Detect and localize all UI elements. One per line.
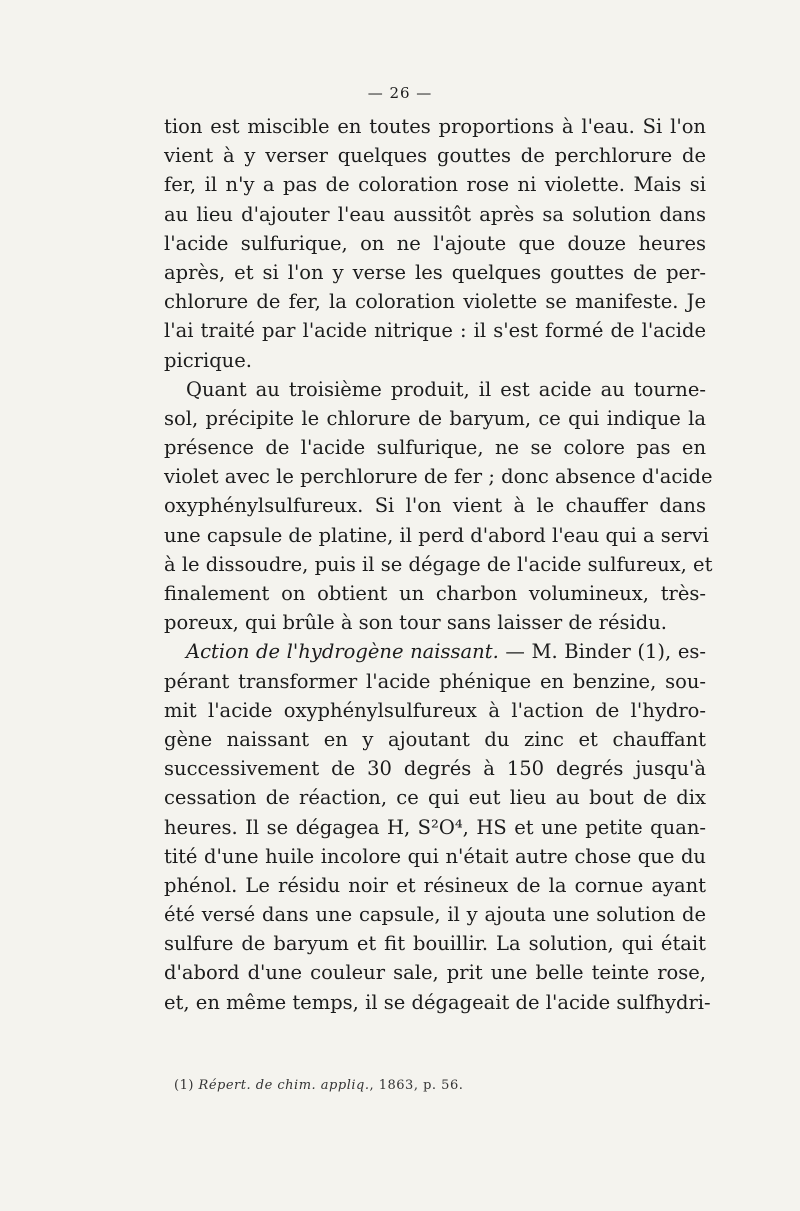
text-line: mit l'acide oxyphénylsulfureux à l'action de l'hydro- — [164, 698, 706, 722]
section-heading-continuation: — M. Binder (1), es- — [498, 640, 706, 664]
text-line: d'abord d'une couleur sale, prit une belle teinte rose, — [164, 961, 706, 985]
text-line: successivement de 30 degrés à 150 degrés jusqu'à — [164, 757, 706, 781]
text-line: tion est miscible en toutes proportions à l'eau. Si l'on — [164, 115, 706, 138]
text-line: cessation de réaction, ce qui eut lieu au bout de dix — [164, 786, 706, 810]
text-line: tité d'une huile incolore qui n'était autre chose que du — [164, 844, 706, 868]
text-line: au lieu d'ajouter l'eau aussitôt après sa solution dans — [164, 202, 706, 226]
text-line: oxyphénylsulfureux. Si l'on vient à le chauffer dans — [164, 494, 706, 518]
text-line: été versé dans une capsule, il y ajouta une solution de — [164, 903, 706, 927]
page-number: — 26 — — [367, 84, 433, 102]
paragraph-start-line — [164, 637, 706, 666]
text-line: violet avec le perchlorure de fer ; donc absence d'acide — [164, 465, 713, 489]
text-line: et, en même temps, il se dégageait de l'acide sulfhydri- — [164, 990, 711, 1014]
paragraph-start-line: Quant au troisième produit, il est acide au tourne- — [186, 377, 706, 401]
text-line: chlorure de fer, la coloration violette se manifeste. Je — [164, 290, 706, 314]
text-line: après, et si l'on y verse les quelques gouttes de per- — [164, 260, 706, 284]
text-line: l'ai traité par l'acide nitrique : il s'est formé de l'acide — [164, 319, 706, 343]
section-heading: Action de l'hydrogène naissant. — [186, 640, 499, 664]
footnote-citation: , 1863, p. 56. — [369, 1078, 464, 1093]
text-line: finalement on obtient un charbon volumineux, très- — [164, 582, 706, 605]
footnote — [174, 1078, 463, 1093]
text-line: pérant transformer l'acide phénique en benzine, sou- — [164, 669, 706, 693]
text-line: phénol. Le résidu noir et résineux de la cornue ayant — [164, 873, 706, 897]
text-line: présence de l'acide sulfurique, ne se colore pas en — [164, 436, 706, 460]
text-line: gène naissant en y ajoutant du zinc et chauffant — [164, 727, 706, 751]
text-line: poreux, qui brûle à son tour sans laisser de résidu. — [164, 611, 667, 635]
text-line: picrique. — [164, 348, 252, 372]
text-line: heures. Il se dégagea H, S²O⁴, HS et une petite quan- — [164, 815, 706, 839]
text-line: sol, précipite le chlorure de baryum, ce qui indique la — [164, 406, 706, 430]
body-text — [164, 112, 713, 1017]
text-line: vient à y verser quelques gouttes de perchlorure de — [164, 144, 706, 168]
footnote-source: Répert. de chim. appliq. — [198, 1078, 370, 1093]
text-line: fer, il n'y a pas de coloration rose ni violette. Mais si — [164, 173, 706, 197]
text-line: l'acide sulfurique, on ne l'ajoute que douze heures — [164, 231, 706, 255]
text-line: à le dissoudre, puis il se dégage de l'acide sulfureux, et — [164, 552, 713, 576]
text-line: sulfure de baryum et fit bouillir. La solution, qui était — [164, 932, 706, 956]
footnote-mark: (1) — [174, 1078, 199, 1093]
text-line: une capsule de platine, il perd d'abord l'eau qui a servi — [164, 523, 709, 547]
